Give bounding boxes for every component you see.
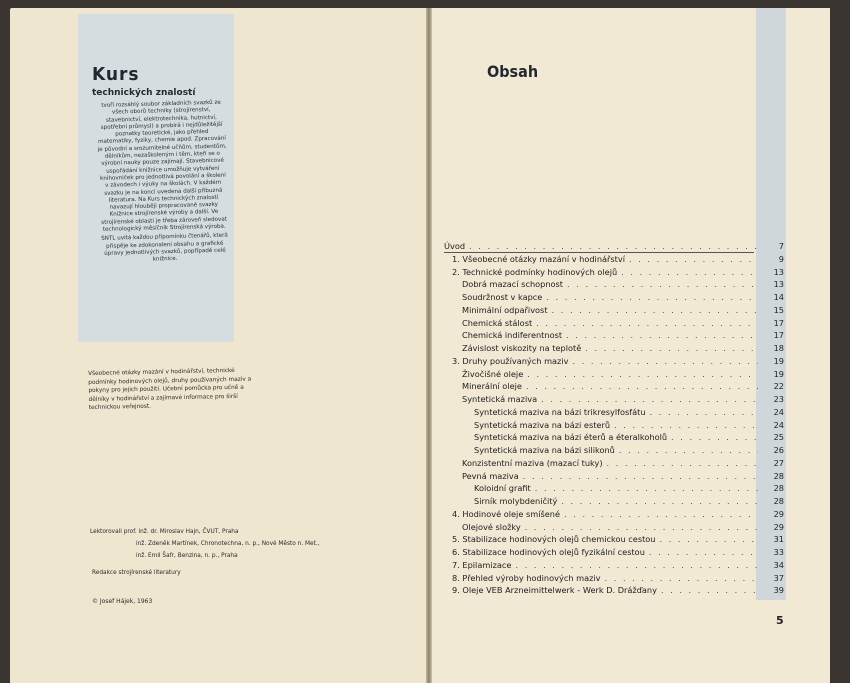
- toc-leader-dots: [536, 317, 758, 330]
- toc-entry-page: 27: [773, 457, 784, 468]
- toc-entry-page: 34: [773, 559, 784, 570]
- series-description: [96, 100, 230, 268]
- toc-entry: [444, 266, 784, 279]
- toc-leader-dots: [567, 278, 758, 291]
- toc-leader-dots: [585, 342, 758, 355]
- toc-leader-dots: [469, 240, 758, 253]
- toc-entry: [444, 406, 784, 419]
- toc-entry-label: Konzistentní maziva (mazací tuky): [462, 457, 603, 468]
- toc-entry-page: 22: [773, 381, 784, 392]
- toc-leader-dots: [629, 253, 758, 266]
- toc-leader-dots: [523, 470, 758, 483]
- toc-entry: [444, 317, 784, 330]
- toc-entry: [444, 431, 784, 444]
- toc-entry: [444, 533, 784, 546]
- toc-leader-dots: [535, 482, 758, 495]
- toc-entry-page: 29: [773, 508, 784, 519]
- toc-entry-page: 25: [773, 432, 784, 443]
- toc-leader-dots: [566, 329, 758, 342]
- book-abstract: Všeobecné otázky mazání v hodinářství, technické podmínky hodinových olejů, druhy používaných maziv a pokyny pro jejich použití. Učební pomůcka pro učně a dělníky v hodinářství a zajímavé informace pro širší technickou veřejnost.: [88, 367, 252, 412]
- toc-entry-label: 3. Druhy používaných maziv: [452, 355, 569, 366]
- toc-entry: [444, 419, 784, 432]
- toc-entry: [444, 444, 784, 457]
- toc-entry-label: Minerální oleje: [462, 381, 522, 392]
- toc-entry: [444, 546, 784, 559]
- toc-leader-dots: [649, 546, 758, 559]
- series-paragraph: tvoří rozsáhlý soubor základních svazků ze všech oborů techniky (strojírenství, stavebnictví, elektrotechnika, hutnictví, spotřební průmysl) a probírá i nejdůležitější poznatky teoretické, jako přehled matematiky, fyziky, chemie apod. Zpracování je původní a srozumitelné učňům, studentům, dělníkům, nezaškoleným i těm, kteří se o výrobní nauky pouze zajímají. Stavebnicové uspořádání knižnice umožňuje vytváření knihovniček pro jednotlivá povolání a školení v závodech i výuky na školách. V každém svazku je na konci uvedena další příbuzná literatura. Na Kurs technických znalostí navazují hlouběji propracované svazky Knižnice strojírenské výroby a další. Ve strojírenské oblasti je třeba zároveň sledovat technologický měsíčník Strojírenská výroba.: [97, 99, 228, 233]
- toc-entry: [444, 278, 784, 291]
- toc-entry-label: Chemická stálost: [462, 317, 533, 328]
- series-subtitle: technických znalostí: [92, 88, 196, 98]
- toc-entry-label: Minimální odpařivost: [462, 304, 548, 315]
- toc-entry-label: Syntetická maziva na bázi silikonů: [474, 445, 615, 455]
- toc-entry: [444, 470, 784, 483]
- toc-entry-page: 28: [773, 483, 784, 494]
- toc-leader-dots: [552, 304, 758, 317]
- toc-entry-page: 18: [773, 343, 784, 353]
- toc-entry-label: 8. Přehled výroby hodinových maziv: [452, 572, 601, 583]
- toc-leader-dots: [572, 355, 758, 368]
- toc-entry-label: Syntetická maziva na bázi trikresylfosfátu: [474, 406, 646, 417]
- toc-entry: [444, 559, 784, 572]
- toc-entry-label: 5. Stabilizace hodinových olejů chemickou cestou: [452, 534, 656, 545]
- toc-entry-label: Úvod: [444, 241, 466, 251]
- toc-entry: [444, 291, 784, 304]
- toc-entry-page: 9: [778, 253, 784, 264]
- toc-leader-dots: [526, 380, 758, 393]
- toc-entry-label: Olejové složky: [462, 521, 521, 532]
- toc-entry-page: 13: [773, 279, 784, 290]
- toc-entry: [444, 253, 784, 266]
- toc-entry-page: 23: [773, 394, 784, 404]
- reviewers: [90, 526, 320, 562]
- reviewer-line: Lektorovali prof. inž. dr. Miroslav Hajn, ČVUT, Praha: [90, 529, 239, 535]
- toc-leader-dots: [650, 406, 758, 419]
- toc-entry-page: 24: [773, 406, 784, 417]
- toc-entry: [444, 495, 784, 508]
- reviewer-line: inž. Emil Šafr, Benzina, n. p., Praha: [136, 553, 238, 559]
- toc-entry-page: 7: [778, 241, 784, 251]
- table-of-contents: [444, 240, 784, 597]
- toc-entry: [444, 368, 784, 381]
- toc-entry-page: 31: [773, 534, 784, 545]
- toc-entry-page: 39: [773, 585, 784, 596]
- toc-entry-label: Koloidní grafit: [474, 483, 531, 494]
- toc-entry-label: 2. Technické podmínky hodinových olejů: [452, 266, 618, 277]
- toc-entry-label: 1. Všeobecné otázky mazání v hodinářství: [452, 253, 625, 264]
- toc-entry: [444, 482, 784, 495]
- toc-entry-page: 15: [773, 304, 784, 315]
- toc-entry-page: 37: [773, 572, 784, 583]
- toc-leader-dots: [525, 521, 758, 534]
- toc-leader-dots: [605, 572, 758, 585]
- toc-entry: [444, 240, 784, 253]
- toc-entry-page: 29: [773, 521, 784, 532]
- reviewer-line: inž. Zdeněk Martínek, Chronotechna, n. p., Nové Město n. Met.,: [136, 541, 320, 547]
- toc-entry-page: 14: [773, 292, 784, 302]
- toc-entry-page: 19: [773, 355, 784, 366]
- toc-entry: [444, 584, 784, 597]
- page-number: 5: [776, 614, 784, 627]
- toc-entry-page: 28: [773, 470, 784, 481]
- book-spine: [426, 8, 432, 683]
- toc-entry: [444, 355, 784, 368]
- series-title: Kurs: [92, 64, 140, 85]
- toc-leader-dots: [614, 419, 758, 432]
- editorial-note: Redakce strojírenské literatury: [92, 570, 181, 576]
- toc-entry-page: 24: [773, 419, 784, 430]
- toc-leader-dots: [671, 431, 758, 444]
- toc-leader-dots: [515, 559, 758, 572]
- toc-entry-label: 6. Stabilizace hodinových olejů fyzikální cestou: [452, 547, 645, 557]
- toc-entry: [444, 380, 784, 393]
- toc-leader-dots: [561, 495, 758, 508]
- contents-title: Obsah: [487, 62, 539, 81]
- toc-entry: [444, 508, 784, 521]
- series-paragraph: SNTL uvítá každou připomínku čtenářů, která přispěje ke zdokonalení obsahu a grafické úpravy jednotlivých svazků, popřípadě celé knižnice.: [101, 232, 228, 263]
- toc-entry-label: Dobrá mazací schopnost: [462, 279, 564, 290]
- toc-entry-label: 7. Epilamizace: [452, 559, 512, 570]
- toc-entry-label: 9. Oleje VEB Arzneimittelwerk - Werk D. Drážďany: [452, 585, 657, 596]
- toc-entry: [444, 457, 784, 470]
- toc-entry-label: Živočišné oleje: [462, 368, 524, 379]
- toc-entry: [444, 329, 784, 342]
- toc-leader-dots: [621, 266, 758, 279]
- toc-entry-label: Syntetická maziva na bázi esterů: [474, 419, 611, 430]
- toc-entry: [444, 393, 784, 406]
- toc-entry-page: 17: [773, 330, 784, 341]
- toc-leader-dots: [660, 533, 759, 546]
- toc-entry-label: Sirník molybdeničitý: [474, 496, 558, 506]
- toc-entry-label: Syntetická maziva na bázi éterů a éteralkoholů: [474, 432, 668, 443]
- toc-entry: [444, 572, 784, 585]
- toc-leader-dots: [527, 368, 758, 381]
- toc-entry-label: Závislost viskozity na teplotě: [462, 343, 582, 353]
- toc-entry-page: 17: [773, 317, 784, 328]
- toc-entry: [444, 342, 784, 355]
- toc-leader-dots: [546, 291, 758, 304]
- toc-entry-label: Pevná maziva: [462, 470, 519, 481]
- toc-entry-page: 28: [773, 496, 784, 506]
- toc-entry: [444, 521, 784, 534]
- toc-entry-label: Chemická indiferentnost: [462, 330, 563, 341]
- toc-entry-label: Syntetická maziva: [462, 394, 538, 404]
- toc-entry: [444, 304, 784, 317]
- toc-entry-label: 4. Hodinové oleje smíšené: [452, 508, 561, 519]
- toc-leader-dots: [564, 508, 758, 521]
- toc-entry-page: 26: [773, 445, 784, 455]
- toc-entry-label: Soudržnost v kapce: [462, 292, 543, 302]
- toc-leader-dots: [607, 457, 758, 470]
- copyright-notice: © Josef Hájek, 1963: [92, 598, 153, 605]
- toc-leader-dots: [541, 393, 758, 406]
- toc-leader-dots: [619, 444, 758, 457]
- toc-entry-page: 13: [773, 266, 784, 277]
- toc-leader-dots: [661, 584, 758, 597]
- toc-entry-page: 33: [773, 547, 784, 557]
- toc-entry-page: 19: [773, 368, 784, 379]
